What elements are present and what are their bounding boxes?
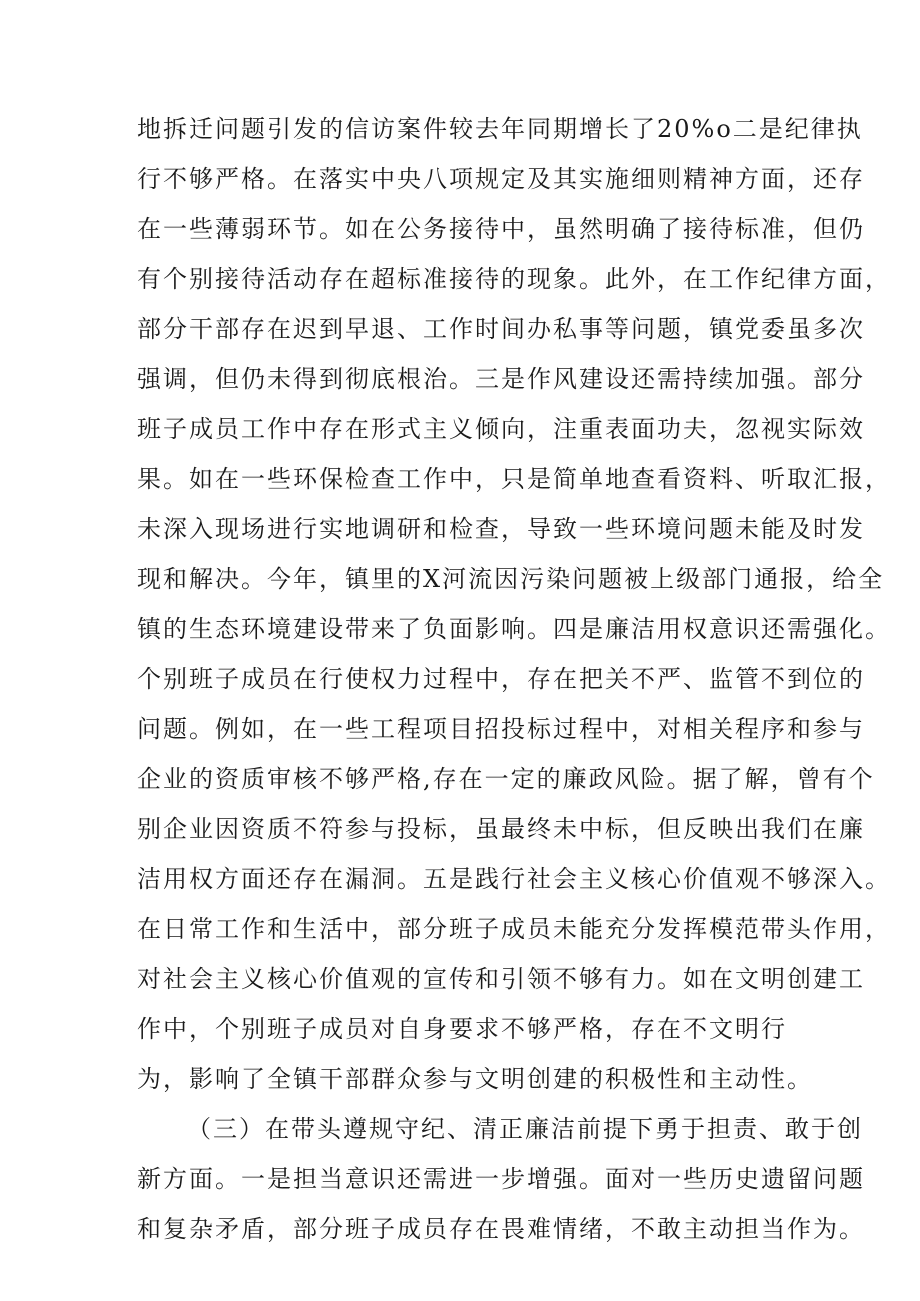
text-line: 在一些薄弱环节。如在公务接待中，虽然明确了接待标准，但仍 <box>137 215 865 243</box>
text-line: 个别班子成员在行使权力过程中，存在把关不严、监管不到位的 <box>137 665 865 693</box>
section-heading-line: （三）在带头遵规守纪、清正廉洁前提下勇于担责、敢于创 <box>187 1115 863 1143</box>
text-line: 作中，个别班子成员对自身要求不够严格，存在不文明行 <box>137 1015 787 1043</box>
text-line: 班子成员工作中存在形式主义倾向，注重表面功夫，忽视实际效 <box>137 415 865 443</box>
text-line: 问题。例如，在一些工程项目招投标过程中，对相关程序和参与 <box>137 715 865 743</box>
text-line: 洁用权方面还存在漏洞。五是践行社会主义核心价值观不够深入。 <box>137 865 891 893</box>
text-line: 镇的生态环境建设带来了负面影响。四是廉洁用权意识还需强化。 <box>137 615 891 643</box>
text-line: 企业的资质审核不够严格,存在一定的廉政风险。据了解，曾有个 <box>137 765 875 793</box>
text-line: 地拆迁问题引发的信访案件较去年同期增长了20%o二是纪律执 <box>137 115 863 143</box>
text-line: 有个别接待活动存在超标准接待的现象。此外，在工作纪律方面， <box>137 265 891 293</box>
text-line: 强调，但仍未得到彻底根治。三是作风建设还需持续加强。部分 <box>137 365 865 393</box>
text-line: 行不够严格。在落实中央八项规定及其实施细则精神方面，还存 <box>137 165 865 193</box>
text-line: 新方面。一是担当意识还需进一步增强。面对一些历史遗留问题 <box>137 1165 865 1193</box>
text-line: 部分干部存在迟到早退、工作时间办私事等问题，镇党委虽多次 <box>137 315 865 343</box>
text-line: 和复杂矛盾，部分班子成员存在畏难情绪，不敢主动担当作为。 <box>137 1215 865 1243</box>
text-line: 现和解决。今年，镇里的X河流因污染问题被上级部门通报，给全 <box>137 565 885 593</box>
text-line: 别企业因资质不符参与投标，虽最终未中标，但反映出我们在廉 <box>137 815 865 843</box>
text-line: 为，影响了全镇干部群众参与文明创建的积极性和主动性。 <box>137 1065 813 1093</box>
text-line: 未深入现场进行实地调研和检查，导致一些环境问题未能及时发 <box>137 515 865 543</box>
text-line: 果。如在一些环保检查工作中，只是简单地查看资料、听取汇报， <box>137 465 891 493</box>
text-line: 对社会主义核心价值观的宣传和引领不够有力。如在文明创建工 <box>137 965 865 993</box>
text-line: 在日常工作和生活中，部分班子成员未能充分发挥模范带头作用， <box>137 915 891 943</box>
